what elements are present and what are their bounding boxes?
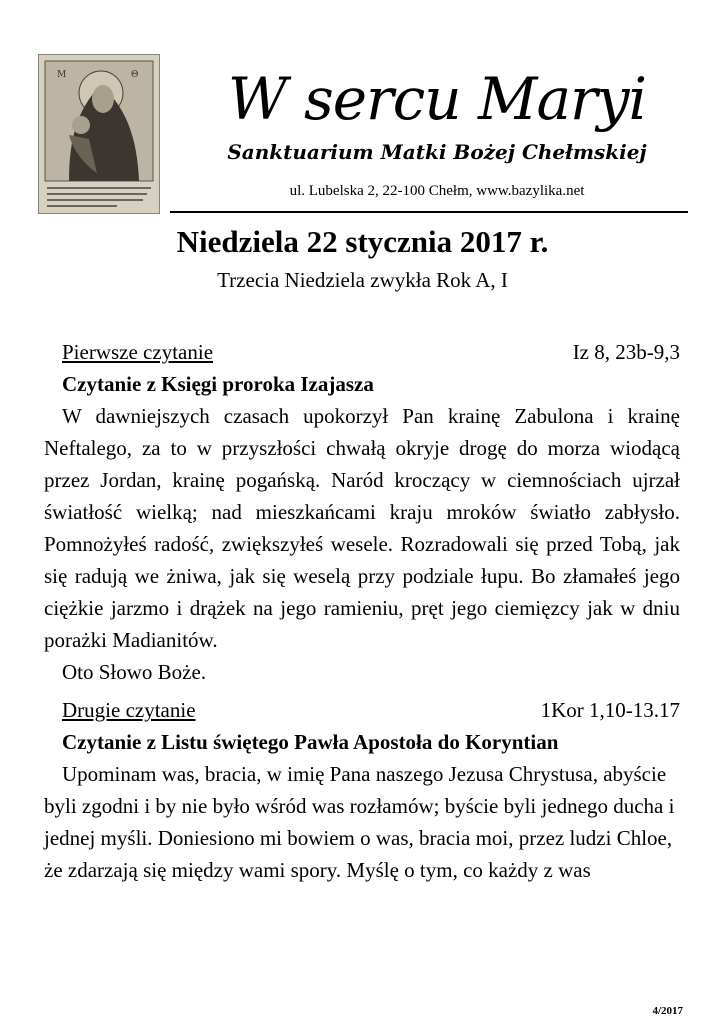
reading-reference: 1Kor 1,10-13.17 bbox=[540, 698, 680, 722]
newsletter-header bbox=[0, 0, 725, 220]
reading-title: Czytanie z Listu świętego Pawła Apostoła do Koryntian bbox=[62, 730, 559, 754]
reading-label: Pierwsze czytanie bbox=[62, 340, 214, 364]
page-title: Niedziela 22 stycznia 2017 r. bbox=[176, 224, 549, 259]
reading-closing: Oto Słowo Boże. bbox=[62, 660, 207, 684]
reading-reference: Iz 8, 23b-9,3 bbox=[572, 340, 680, 364]
reading-text: W dawniejszych czasach upokorzył Pan krainę Zabulona i krainę Neftalego, za to w przyszłości chwałą okryje drogę do morza wiodącą przez Jordan, krainę pogańską. Naród kroczący w ciemnościach ujrzał światłość wielką; nad mieszkańcami kraju mroków światło zabłysło. Pomnożyłeś radość, zwiększyłeś wesele. Rozradowali się przed Tobą, jak się radują we żniwa, jak się weselą przy podziale łupu. Bo złamałeś jego ciężkie jarzmo i drążek na jego ramieniu, pręt jego ciemięzcy jak w dniu porażki Madianitów. bbox=[44, 404, 680, 652]
reading-header bbox=[44, 336, 680, 368]
masthead-address: ul. Lubelska 2, 22-100 Chełm, www.bazylika.net bbox=[289, 183, 585, 199]
masthead-title: W sercu Maryi bbox=[227, 65, 647, 133]
liturgical-day: Trzecia Niedziela zwykła Rok A, I bbox=[217, 268, 508, 292]
header-divider bbox=[170, 211, 688, 213]
masthead-subtitle: Sanktuarium Matki Bożej Chełmskiej bbox=[227, 140, 647, 164]
reading-text: Upominam was, bracia, w imię Pana naszego Jezusa Chrystusa, abyście byli zgodni i by nie było wśród was rozłamów; byście byli jednego ducha i jednej myśli. Doniesiono mi bowiem o was, bracia moi, przez ludzi Chloe, że zdarzają się między wami spory. Myślę o tym, co każdy z was bbox=[44, 762, 675, 882]
reading-title: Czytanie z Księgi proroka Izajasza bbox=[62, 372, 374, 396]
reading-header bbox=[44, 694, 680, 726]
svg-text:M: M bbox=[57, 70, 67, 80]
madonna-icon bbox=[38, 54, 160, 214]
readings-content bbox=[44, 336, 680, 886]
page-number: 4/2017 bbox=[652, 1005, 683, 1017]
first-reading bbox=[44, 336, 680, 688]
svg-text:Θ: Θ bbox=[131, 70, 139, 80]
reading-label: Drugie czytanie bbox=[62, 698, 196, 722]
second-reading bbox=[44, 694, 680, 886]
